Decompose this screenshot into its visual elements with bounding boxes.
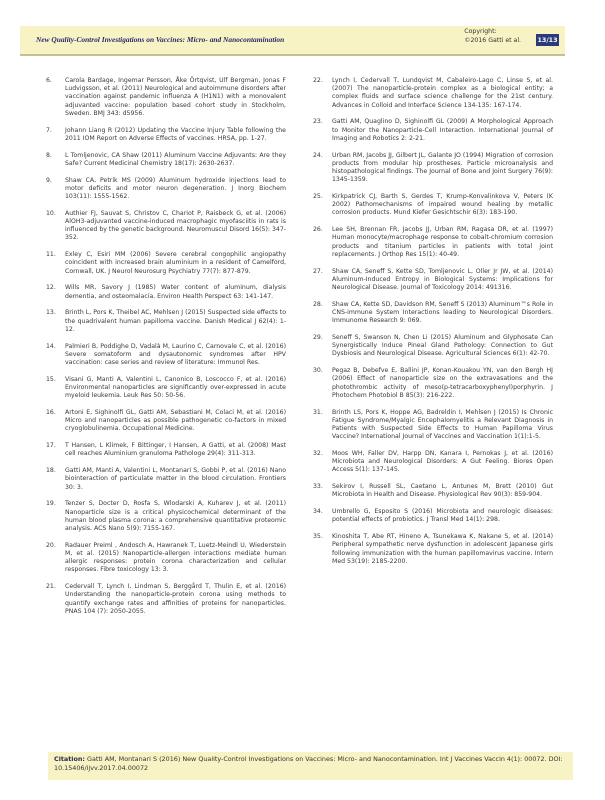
reference-text: Pegaz B, Debefve E, Ballini JP, Konan-Kouakou YN, van den Bergh HJ (2006) Effect of nanoparticle size on the extravasations and the photothrombic activity of meso(p-tetracarboxyphenyl)porphyrin. J Photochem Photobiol B 85(3): 216-222. (332, 367, 553, 399)
reference-text: Kinoshita T, Abe RT, Hineno A, Tsunekawa K, Nakane S, et al. (2014) Peripheral sympathetic nerve dysfunction in adolescent Japanese girls following immunization with the human papillomavirus vaccine. Intern Med 53(19): 2185-2200. (332, 533, 553, 565)
reference-item (313, 409, 553, 442)
reference-item (46, 152, 286, 168)
reference-text: Artoni E, Sighinolfi GL, Gatti AM, Sebastiani M, Colaci M, et al. (2016) Micro and nanoparticles as possible pathogenetic co-factors in mixed cryoglobulinemia. Occupational Medicine. (65, 409, 286, 433)
reference-text: Tenzer S, Docter D, Rosfa S, Wlodarski A, Kuharev J, et al. (2011) Nanoparticle size is a critical physicochemical determinant of the human blood plasma corona: a comprehensive quantitative proteomic analysis. ACS Nano 5(9): 7155-167. (65, 500, 286, 533)
reference-text: Exley C, Esiri MM (2006) Severe cerebral congophilic angiopathy coincident with increased brain aluminium in a resident of Camelford, Cornwall, UK. J Neurol Neurosurg Psychiatry 77(7): 877-879. (65, 251, 286, 275)
reference-item (313, 367, 553, 400)
reference-text: Authier FJ, Sauvat S, Christov C, Chariot P, Raisbeck G, et al. (2006) AlOH3-adjuvanted vaccine-induced macrophagic myofasciitis in rats is influenced by the genetic background. Neuromuscul Disord 16(5): 347-352. (65, 209, 286, 242)
reference-number: 21. (46, 583, 56, 591)
reference-text: Brinth L, Pors K, Theibel AC, Mehlsen J (2015) Suspected side effects to the quadrivalent human papilloma vaccine. Danish Medical J 62(4): 1-12. (65, 309, 286, 333)
citation-footer (48, 752, 573, 780)
reference-number: 25. (313, 193, 323, 201)
reference-number: 35. (313, 533, 323, 541)
reference-item (46, 442, 286, 458)
reference-number: 11. (46, 251, 56, 259)
reference-text: T Hansen, L Klimek, F Bittinger, I Hansen, A Gatti, et al. (2008) Mast cell reaches Aluminium granuloma Pathologe 29(4): 311-313. (65, 442, 286, 458)
copyright-notice (464, 28, 521, 45)
reference-item (313, 334, 553, 359)
reference-item (313, 77, 553, 110)
reference-item (313, 226, 553, 259)
reference-number: 14. (46, 342, 56, 350)
reference-text: Palmieri B, Poddighe D, Vadalà M, Laurino C, Carnovale C, et al. (2016) Severe somatoform and dysautonomic syndromes after HPV vaccination: case series and review of literature: Immunol Res. (65, 342, 286, 367)
reference-text: L Tomljenovic, CA Shaw (2011) Aluminum Vaccine Adjuvants: Are they Safe? Current Medicinal Chemistry 18(17): 2630-2637. (65, 151, 286, 167)
reference-number: 9. (46, 176, 52, 184)
reference-text: Shaw CA, Kette SD, Davidson RM, Seneff S (2013) Aluminum™s Role in CNS-immune System Interactions leading to Neurological Disorders. Immunome Research 9: 069. (332, 300, 553, 325)
reference-item (46, 467, 286, 492)
copyright-text: ©2016 Gatti et al. (464, 36, 521, 44)
reference-item (46, 376, 286, 401)
reference-text: Umbrello G, Esposito S (2016) Microbiota and neurologic diseases: potential effects of probiotics. J Transl Med 14(1): 298. (332, 508, 553, 524)
references-left-column (46, 77, 286, 625)
reference-text: Moos WH, Faller DV, Harpp DN, Kanara I, Pernokas J, et al. (2016) Microbiota and Neurological Disorders: A Gut Feeling. Biores Open Access 5(1): 137-145. (332, 450, 553, 474)
reference-text: Radauer Preiml , Andosch A, Hawranek T, Luetz-Meindl U, Wiederstein M, et al. (2015) Nanoparticle-allergen interactions mediate human allergic responses: protein corona characterization and cellular responses. Fibre toxicology 13: 3. (65, 541, 286, 574)
reference-item (313, 533, 553, 566)
reference-text: Carola Bardage, Ingemar Persson, Åke Örtqvist, Ulf Bergman, Jonas F Ludvigsson, et al. (2011) Neurological and autoimmune disorders after vaccination against pandemic influenza A (H1N1) with a monovalent adjuvanted vaccine: population based cohort study in Stockholm, Sweden. BMJ 343: d5956. (65, 77, 286, 117)
reference-text: Lee SH, Brennan FR, Jacobs JJ, Urban RM, Ragasa DR, et al. (1997) Human monocyte/macrophage response to cobalt-chromium corrosion products and titanium particles in patients with total joint replacements. J Orthop Res 15(1): 40-49. (332, 226, 553, 258)
reference-number: 8. (46, 151, 52, 159)
reference-number: 27. (313, 267, 323, 275)
reference-item (313, 152, 553, 185)
reference-item (46, 77, 286, 118)
reference-text: Shaw CA, Seneff S, Kette SD, Tomljenovic L, Oller Jr JW, et al. (2014) Aluminum-Induced Entropy in Biological Systems: Implications for Neurological Disease. Journal of Toxicology 2014: 491316. (332, 267, 553, 292)
copyright-label: Copyright: (464, 28, 497, 35)
reference-text: Lynch I, Cedervall T, Lundqvist M, Cabaleiro-Lago C, Linse S, et al. (2007) The nanoparticle-protein complex as a biological entity; a complex fluids and surface science challenge for the 21st century. Advances in Colloid and Interface Science 134-135: 167-174. (332, 77, 553, 109)
reference-item (313, 301, 553, 326)
reference-item (46, 500, 286, 533)
reference-item (46, 251, 286, 276)
reference-number: 30. (313, 367, 323, 375)
reference-number: 23. (313, 118, 323, 126)
reference-number: 6. (46, 77, 52, 84)
reference-item (46, 284, 286, 300)
reference-text: Gatti AM, Quaglino D, Sighinolfi GL (2009) A Morphological Approach to Monitor the Nanoparticle-Cell Interaction. International Journal of Imaging and Robotics 2: 2-21. (332, 118, 553, 142)
reference-text: Johann Liang R (2012) Updating the Vaccine Injury Table following the 2011 IOM Report on Adverse Effects of vaccines. HRSA, pp. 1-27. (65, 126, 286, 142)
reference-number: 34. (313, 508, 323, 516)
reference-number: 24. (313, 151, 323, 159)
reference-item (46, 177, 286, 202)
reference-number: 18. (46, 467, 56, 475)
reference-number: 12. (46, 284, 56, 292)
reference-number: 16. (46, 409, 56, 417)
page-indicator: 13/13 (537, 36, 558, 44)
reference-number: 31. (313, 408, 323, 416)
reference-number: 33. (313, 483, 323, 491)
reference-item (46, 542, 286, 575)
reference-number: 32. (313, 450, 323, 458)
reference-item (46, 309, 286, 334)
reference-number: 17. (46, 442, 56, 450)
reference-text: Urban RM, Jacobs JJ, Gilbert JL, Galante JO (1994) Migration of corrosion products from modular hip prostheses. Particle microanalysis and histopathological findings. The Journal of Bone and Joint Surgery 76(9): 1345-1359. (332, 151, 553, 184)
reference-number: 15. (46, 375, 56, 383)
reference-number: 28. (313, 300, 323, 308)
reference-number: 7. (46, 126, 52, 134)
reference-item (46, 127, 286, 143)
reference-text: Shaw CA, Petrik MS (2009) Aluminum hydroxide injections lead to motor deficits and motor neuron degeneration. J Inorg Biochem 103(11): 1555-1562. (65, 176, 286, 201)
reference-item (313, 268, 553, 293)
reference-text: Cedervall T, Lynch I, Lindman S, Berggård T, Thulin E, et al. (2016) Understanding the nanoparticle-protein corona using methods to quantify exchange rates and affinities of proteins for nanoparticles. PNAS 104 (7): 2050-2055. (65, 583, 286, 615)
reference-text: Seneff S, Swanson N, Chen Li (2015) Aluminum and Glyphosate Can Synergistically Induce Pineal Gland Pathology: Connection to Gut Dysbiosis and Neurological Disease. Agricultural Sciences 6(1): 42-70. (332, 334, 553, 358)
reference-text: Kirkpatrick CJ, Barth S, Gerdes T, Krump-Konvalinkova V, Peters (K 2002) Pathomechanisms of impaired wound healing by metallic corrosion products. Mund Kiefer Gesichtschir 6(3): 183-190. (332, 193, 553, 217)
reference-number: 10. (46, 209, 56, 217)
reference-text: Wills MR, Savory J (1985) Water content of aluminum, dialysis dementia, and osteomalacia. Environ Health Perspect 63: 141-147. (65, 284, 286, 300)
reference-number: 13. (46, 309, 56, 317)
reference-item (313, 508, 553, 524)
reference-item (46, 210, 286, 243)
reference-number: 26. (313, 226, 323, 234)
journal-title: New Quality-Control Investigations on Vaccines: Micro- and Nanocontamination (36, 35, 285, 44)
reference-text: Visani G, Manti A, Valentini L, Canonico B, Loscocco F, et al. (2016) Environmental nanoparticles are significantly over-expressed in acute myeloid leukemia. Leuk Res 50: 50-56. (65, 375, 286, 400)
reference-item (313, 483, 553, 499)
reference-number: 29. (313, 334, 323, 342)
reference-item (46, 583, 286, 616)
reference-number: 22. (313, 77, 323, 84)
reference-item (313, 118, 553, 143)
reference-item (46, 409, 286, 434)
reference-item (313, 193, 553, 218)
page-header (20, 26, 565, 56)
references-right-column (313, 77, 553, 575)
reference-text: Gatti AM, Manti A, Valentini L, Montanari S, Gobbi P, et al. (2016) Nano biointeraction of particulate matter in the blood circulation. Frontiers 30: 3. (65, 467, 286, 491)
reference-text: Brinth LS, Pors K, Hoppe AG, Badreldin I, Mehlsen J (2015) Is Chronic Fatigue Syndrome/Myalgic Encephalomyelitis a Relevant Diagnosis in Patients with Suspected Side Effects to Human Papilloma Virus Vaccine? International Journal of Vaccines and Vaccination 1(1):1-5. (332, 408, 553, 441)
reference-number: 20. (46, 541, 56, 549)
reference-number: 19. (46, 500, 56, 508)
reference-text: Sekirov I, Russell SL, Caetano L, Antunes M, Brett (2010) Gut Microbiota in Health and Disease. Physiological Rev 90(3): 859-904. (332, 483, 553, 499)
reference-item (46, 343, 286, 368)
reference-item (313, 450, 553, 475)
citation-text: Gatti AM, Montanari S (2016) New Quality-Control Investigations on Vaccines: Micro- and Nanocontamination. Int J Vaccines Vaccin 4(1): 00072. DOI: 10.15406/ijvv.2017.04.00072 (54, 755, 563, 772)
citation-label: Citation: (54, 755, 85, 763)
